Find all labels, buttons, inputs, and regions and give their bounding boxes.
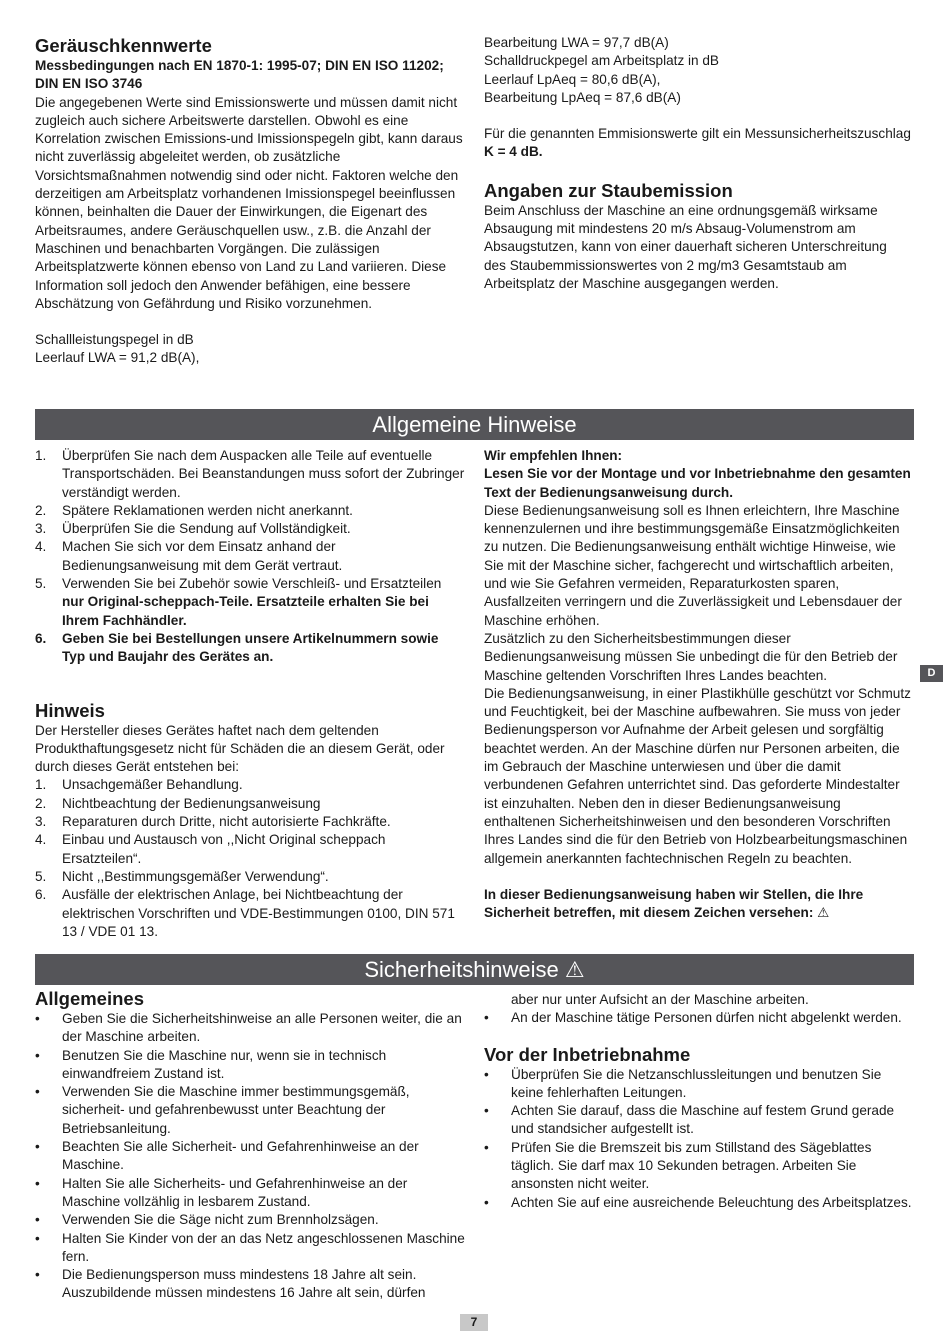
recommend-body-3: Die Bedienungsanweisung, in einer Plastikhülle geschützt vor Schmutz und Feuchtigkeit, bei der Maschine aufbewahren. Sie muss von jeder Bedienungsperson vor Aufnahme der Arbeit gelesen und sorgfältig beachtet werden. An der Maschine dürfen nur Personen arbeiten, die im Gebrauch der Maschine unterwiesen und über die damit verbundenen Gefahren unterrichtet sind. Das geforderte Mindestalter ist einzuhalten. Neben den in dieser Bedienungsanweisung enthaltenen Sicherheitshinweisen und den besonderen Vorschriften Ihres Landes sind die für den Betrieb von Holzbearbeitungsmaschinen allgemein anerkannten fachtechnischen Regeln zu beachten. [484,685,911,866]
recommend-final: In dieser Bedienungsanweisung haben wir Stellen, die Ihre Sicherheit betreffen, mit diesem Zeichen versehen: ⚠ [484,886,864,921]
noise-values-section [484,34,912,293]
list-item: • An der Maschine tätige Personen dürfen nicht abgelenkt werden. [484,1010,902,1026]
noise-heading: Geräuschkennwerte [35,35,212,56]
recommend-body-2: Zusätzlich zu den Sicherheitsbestimmungen dieser Bedienungsanweisung müssen Sie unbedingt die für den Betrieb der Maschine geltenden Vorschriften Ihres Landes beachten. [484,630,898,683]
safety-general-list [35,1010,465,1303]
before-start-list [484,1066,912,1212]
noise-power-label: Schallleistungspegel in dB [35,332,194,348]
notice-heading: Hinweis [35,699,105,721]
safety-general-list-continued [484,991,912,1028]
dust-body: Beim Anschluss der Maschine an eine ordnungsgemäß wirksame Absaugung mit mindestens 20 m/s Absaug-Volumenstrom am Absaugstutzen, kann von einer dauerhaft sicheren Unterschreitung des Staubemmissionswertes von 2 mg/m3 Gesamtstaub am Arbeitsplatz der Maschine ausgegangen werden. [484,202,887,291]
general-notes-bar: Allgemeine Hinweise [35,409,914,440]
list-item: • Die Bedienungsperson muss mindestens 18 Jahre alt sein. Auszubildende müssen mindestens 16 Jahre alt sein, dürfen [35,1267,426,1301]
list-item: • Achten Sie darauf, dass die Maschine auf festem Grund gerade und standsicher aufgestellt ist. [484,1103,895,1137]
noise-section [35,35,465,368]
noise-uncertainty: Für die genannten Emmisionswerte gilt ein Messunsicherheitszuschlag [484,126,911,142]
noise-conditions: Messbedingungen nach EN 1870-1: 1995-07; DIN EN ISO 11202; DIN EN ISO 3746 [35,58,444,92]
page-number: 7 [460,1314,488,1331]
dust-heading: Angaben zur Staubemission [484,179,733,201]
list-item: 5. Verwenden Sie bei Zubehör sowie Verschleiß- und Ersatzteilen nur Original-scheppach-Teile. Ersatzteile erhalten Sie bei Ihrem Fachhändler. [35,576,442,628]
list-item: • Halten Sie Kinder von der an das Netz angeschlossenen Maschine fern. [35,1230,465,1264]
list-item: 1. Überprüfen Sie nach dem Auspacken alle Teile auf eventuelle Transportschäden. Bei Beanstandungen muss sofort der Zubringer verständigt werden. [35,448,465,500]
list-item: 2. Nichtbeachtung der Bedienungsanweisung [35,795,321,811]
list-item: 3. Reparaturen durch Dritte, nicht autorisierte Fachkräfte. [35,814,391,830]
list-item: 1. Unsachgemäßer Behandlung. [35,777,243,793]
noise-work-lpaeq: Bearbeitung LpAeq = 87,6 dB(A) [484,89,681,105]
recommend-section [484,447,912,922]
recommend-bold: Lesen Sie vor der Montage und vor Inbetriebnahme den gesamten Text der Bedienungsanweisung durch. [484,466,911,500]
general-list [35,447,465,667]
list-item: • Achten Sie auf eine ausreichende Beleuchtung des Arbeitsplatzes. [484,1194,912,1210]
safety-notes-bar: Sicherheitshinweise ⚠ [35,954,914,985]
list-item: • Geben Sie die Sicherheitshinweise an alle Personen weiter, die an der Maschine arbeiten. [35,1011,462,1045]
before-start-heading: Vor der Inbetriebnahme [484,1043,691,1065]
list-item: 5. Nicht ,,Bestimmungsgemäßer Verwendung“. [35,868,329,884]
language-tab: D [920,665,943,682]
recommend-heading: Wir empfehlen Ihnen: [484,448,623,463]
general-list-section [35,447,465,941]
list-item: 3. Überprüfen Sie die Sendung auf Vollständigkeit. [35,521,351,537]
noise-pressure-label: Schalldruckpegel am Arbeitsplatz in dB [484,53,719,69]
list-item-continued: aber nur unter Aufsicht an der Maschine arbeiten. [511,992,809,1007]
list-item: • Halten Sie alle Sicherheits- und Gefahrenhinweise an der Maschine vollzählig in lesbarem Zustand. [35,1175,408,1209]
noise-idle-lpaeq: Leerlauf LpAeq = 80,6 dB(A), [484,71,661,87]
list-item: 4. Einbau und Austausch von ,,Nicht Original scheppach Ersatzteilen“. [35,832,386,866]
list-item: • Prüfen Sie die Bremszeit bis zum Stillstand des Sägeblattes täglich. Sie darf max 10 Sekunden betragen. Arbeiten Sie ansonsten nicht weiter. [484,1139,872,1192]
list-item: • Verwenden Sie die Maschine immer bestimmungsgemäß, sicherheit- und gefahrenbewusst unter Beachtung der Betriebsanleitung. [35,1084,410,1136]
notice-intro: Der Hersteller dieses Gerätes haftet nach dem geltenden Produkthaftungsgesetz nicht für Schäden die an diesem Gerät, oder durch dieses Gerät entstehen bei: [35,722,445,775]
noise-body: Die angegebenen Werte sind Emissionswerte und müssen damit nicht zugleich auch sichere Arbeitswerte darstellen. Obwohl es eine Korrelation zwischen Emissions-und Imissionspegeln gibt, kann daraus nicht zuverlässig abgeleitet werden, ob zusätzliche Vorsichtsmaßnahmen notwendig sind oder nicht. Faktoren welche den derzeitigen am Arbeitsplatz vorhandenen Imissionspegel beeinflussen können, beinhalten die Dauer der Einwirkungen, die Eigenart des Arbeitsraumes, andere Geräuschquellen usw., z.B. die Anzahl der Maschinen und benachbarten Vorgängen. Die zulässigen Arbeitsplatzwerte können ebenso von Land zu Land variieren. Diese Information soll jedoch den Anwender befähigen, eine bessere Abschätzung von Gefährdung und Risiko vorzunehmen. [35,94,463,311]
notice-list [35,776,465,941]
list-item: 6. Ausfälle der elektrischen Anlage, bei Nichtbeachtung der elektrischen Vorschriften und VDE-Bestimmungen 0100, DIN 571 13 / VDE 01 13. [35,887,455,939]
list-item: • Verwenden Sie die Säge nicht zum Brennholzsägen. [35,1212,379,1228]
list-item: 2. Spätere Reklamationen werden nicht anerkannt. [35,502,353,518]
recommend-body: Diese Bedienungsanweisung soll es Ihnen erleichtern, Ihre Maschine kennenzulernen und ihre bestimmungsgemäße Einsatzmöglichkeiten zu nutzen. Die Bedienungsanweisung enthält wichtige Hinweise, wie Sie mit der Maschine sicher, fachgerecht und wirtschaftlich arbeiten, und wie Sie Gefahren vermeiden, Reparaturkosten sparen, Ausfallzeiten verringern und die Zuverlässigkeit und Lebensdauer der Maschine erhöhen. [484,502,902,628]
safety-general-section [35,988,465,1303]
list-item: 6. Geben Sie bei Bestellungen unsere Artikelnummern sowie Typ und Baujahr des Gerätes an. [35,630,439,665]
list-item: 4. Machen Sie sich vor dem Einsatz anhand der Bedienungsanweisung mit dem Gerät vertraut. [35,539,343,573]
list-item: • Beachten Sie alle Sicherheit- und Gefahrenhinweise an der Maschine. [35,1139,419,1173]
noise-k-value: K = 4 dB. [484,144,543,160]
list-item: • Überprüfen Sie die Netzanschlussleitungen und benutzen Sie keine fehlerhaften Leitungen. [484,1066,882,1100]
noise-idle-lwa: Leerlauf LWA = 91,2 dB(A), [35,350,200,366]
list-item: • Benutzen Sie die Maschine nur, wenn sie in technisch einwandfreiem Zustand ist. [35,1047,387,1081]
safety-right-section [484,991,912,1212]
noise-work-lwa: Bearbeitung LWA = 97,7 dB(A) [484,35,669,50]
safety-general-heading: Allgemeines [35,988,144,1009]
